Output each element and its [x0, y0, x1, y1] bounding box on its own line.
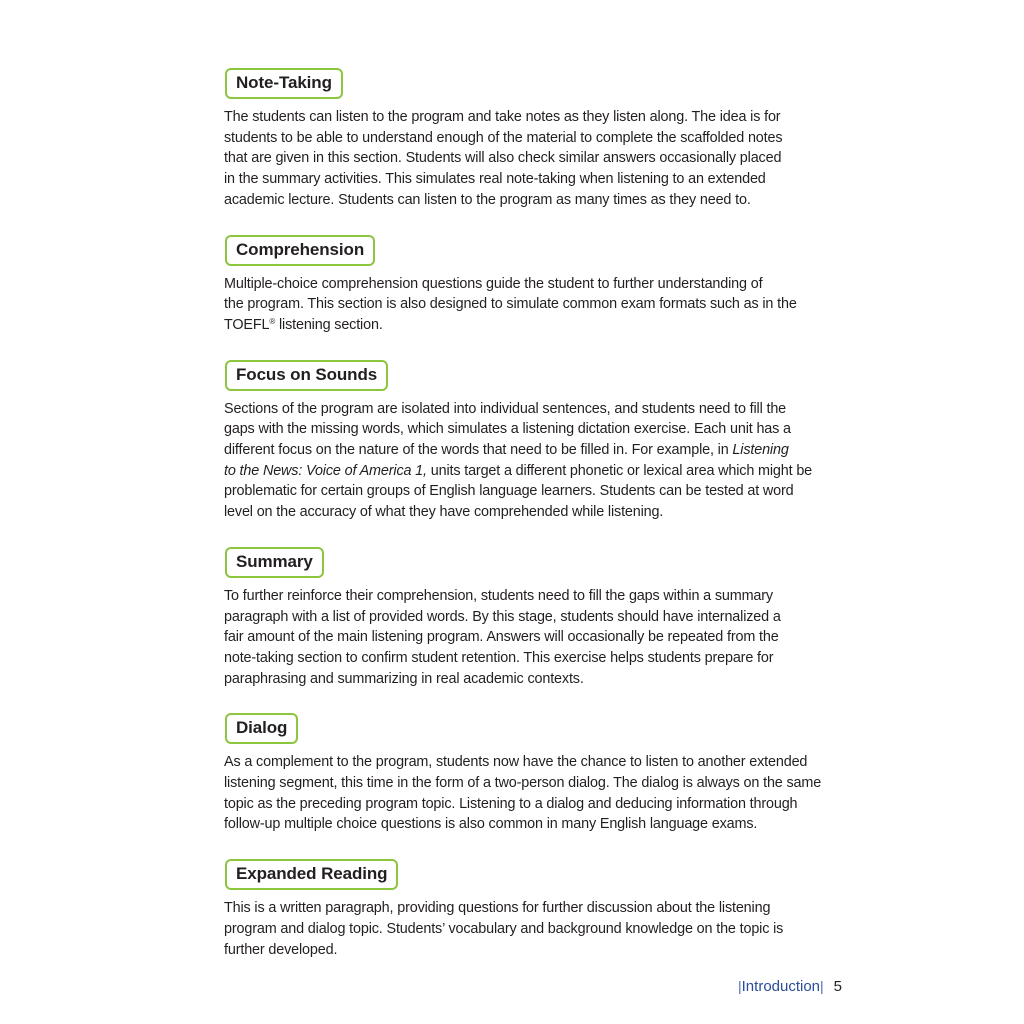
- footer-divider-left: |: [738, 978, 742, 994]
- section-heading-focus-on-sounds: Focus on Sounds: [225, 360, 388, 391]
- text-line: that are given in this section. Students will also check similar answers occasionally placed: [224, 150, 782, 167]
- section-body-dialog: [224, 752, 836, 835]
- registered-mark: ®: [269, 316, 276, 326]
- text-line: gaps with the missing words, which simulates a listening dictation exercise. Each unit has a: [224, 421, 791, 438]
- section-comprehension: [224, 235, 836, 336]
- text-line: academic lecture. Students can listen to the program as many times as they need to.: [224, 191, 751, 208]
- text-line: The students can listen to the program and take notes as they listen along. The idea is for: [224, 109, 781, 125]
- section-expanded-reading: [224, 859, 836, 960]
- text-fragment: units target a different phonetic or lexical area which might be: [426, 462, 813, 479]
- section-heading-note-taking: Note-Taking: [225, 68, 343, 99]
- text-line: Sections of the program are isolated into individual sentences, and students need to fill the: [224, 400, 787, 417]
- toefl-text: TOEFL: [224, 316, 270, 333]
- text-line: the program. This section is also designed to simulate common exam formats such as in the: [224, 296, 797, 313]
- text-line: [224, 315, 836, 336]
- text-line: listening segment, this time in the form of a two-person dialog. The dialog is always on the same: [224, 775, 822, 792]
- page-footer: [738, 976, 842, 997]
- section-body-note-taking: [224, 107, 836, 211]
- page-number: 5: [833, 978, 843, 995]
- text-line: problematic for certain groups of English language learners. Students can be tested at word: [224, 483, 794, 500]
- footer-section-label: Introduction: [741, 978, 821, 995]
- section-heading-summary: Summary: [225, 547, 324, 578]
- text-line: follow-up multiple choice questions is also common in many English language exams.: [224, 816, 758, 833]
- section-body-expanded-reading: [224, 898, 836, 960]
- section-focus-on-sounds: [224, 360, 836, 523]
- section-body-summary: [224, 586, 836, 690]
- text-line: topic as the preceding program topic. Listening to a dialog and deducing information through: [224, 795, 798, 812]
- text-line: further developed.: [224, 941, 338, 958]
- section-heading-dialog: Dialog: [225, 713, 298, 744]
- text-line: To further reinforce their comprehension, students need to fill the gaps within a summary: [224, 587, 773, 604]
- text-line: note-taking section to confirm student retention. This exercise helps students prepare for: [224, 649, 774, 666]
- book-title-italic: to the News: Voice of America 1,: [224, 462, 427, 479]
- text-line: level on the accuracy of what they have comprehended while listening.: [224, 504, 664, 521]
- text-fragment: different focus on the nature of the words that need to be filled in. For example, in: [224, 442, 733, 459]
- text-fragment: listening section.: [275, 316, 383, 333]
- text-line: [224, 440, 836, 461]
- text-line: program and dialog topic. Students’ vocabulary and background knowledge on the topic is: [224, 920, 784, 937]
- book-title-italic: Listening: [732, 442, 789, 459]
- text-line: As a complement to the program, students now have the chance to listen to another extended: [224, 754, 808, 771]
- text-line: Multiple-choice comprehension questions guide the student to further understanding of: [224, 275, 763, 292]
- section-body-comprehension: [224, 274, 836, 336]
- section-dialog: [224, 713, 836, 835]
- section-heading-comprehension: Comprehension: [225, 235, 375, 266]
- text-line: paraphrasing and summarizing in real academic contexts.: [224, 670, 584, 687]
- text-line: [224, 461, 836, 482]
- text-line: students to be able to understand enough of the material to complete the scaffolded notes: [224, 129, 783, 146]
- text-line: This is a written paragraph, providing questions for further discussion about the listening: [224, 900, 771, 917]
- text-line: in the summary activities. This simulates real note-taking when listening to an extended: [224, 171, 766, 188]
- page-content: [224, 68, 836, 960]
- footer-divider-right: |: [820, 978, 824, 994]
- section-body-focus-on-sounds: [224, 399, 836, 523]
- text-line: fair amount of the main listening program. Answers will occasionally be repeated from the: [224, 629, 779, 646]
- section-note-taking: [224, 68, 836, 211]
- text-line: paragraph with a list of provided words. By this stage, students should have internalized a: [224, 608, 781, 625]
- section-heading-expanded-reading: Expanded Reading: [225, 859, 398, 890]
- section-summary: [224, 547, 836, 690]
